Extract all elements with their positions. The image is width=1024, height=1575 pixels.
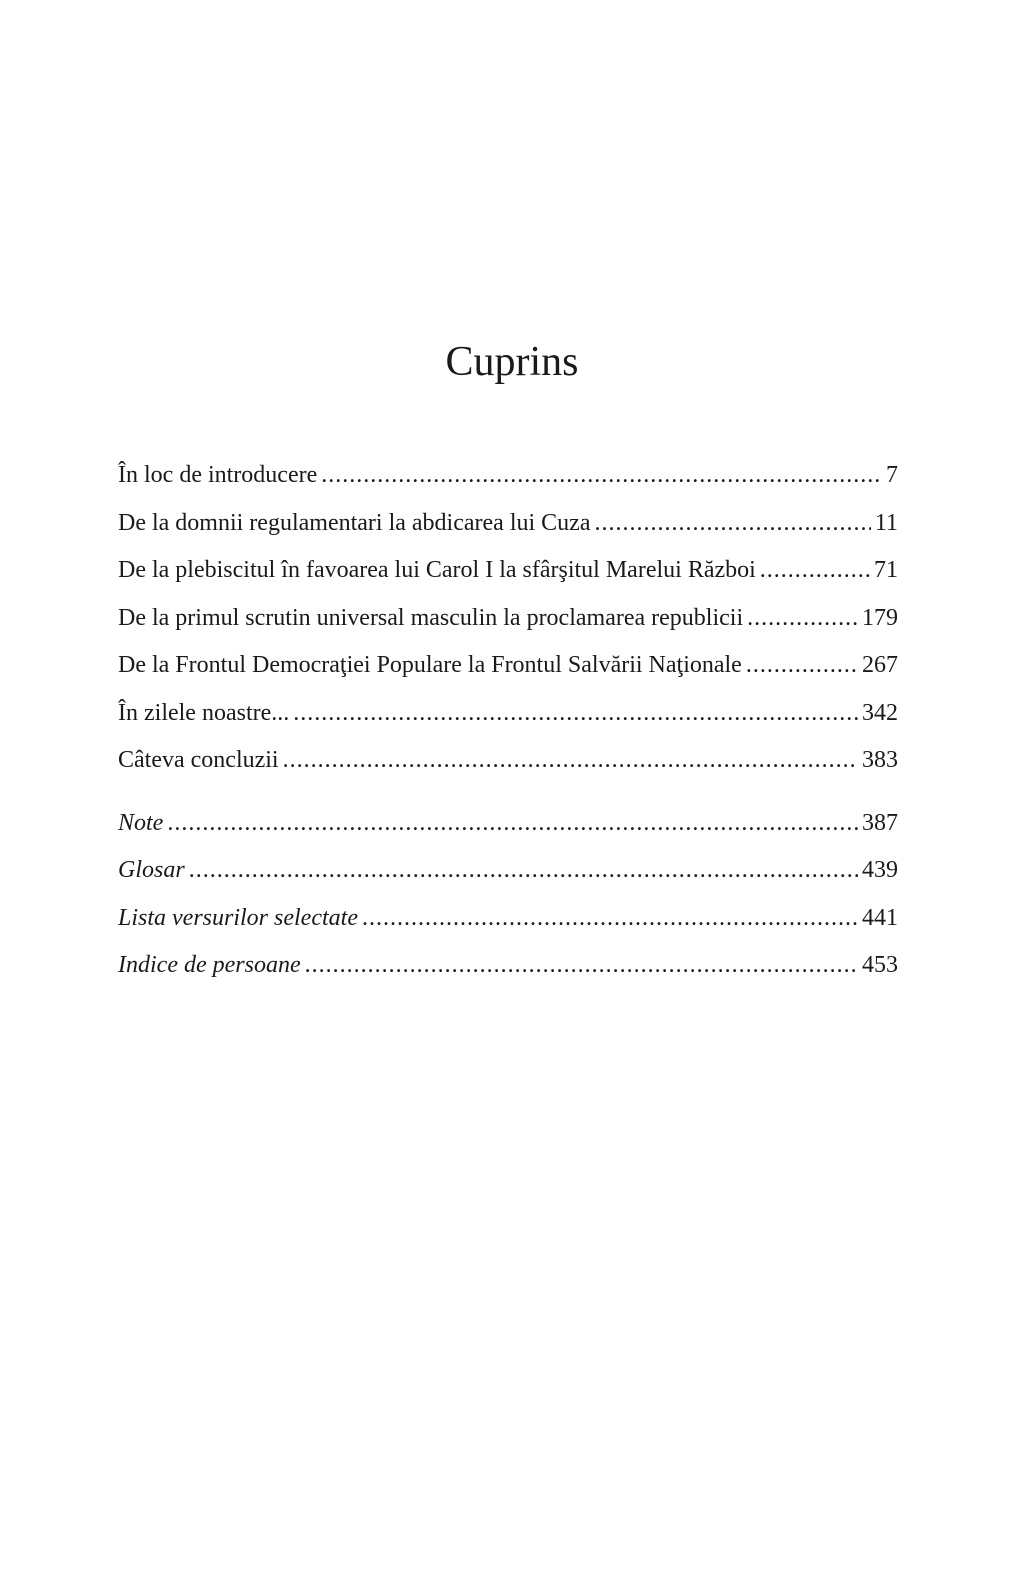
toc-entry-indice-persoane[interactable] <box>118 942 898 990</box>
toc-entry-page: 11 <box>874 509 898 536</box>
toc-entry-title: De la plebiscitul în favoarea lui Carol I la sfârşitul Marelui Război <box>118 557 756 583</box>
toc-entry-zilele-noastre[interactable] <box>118 690 898 738</box>
table-of-contents <box>118 452 898 990</box>
toc-entry-page: 179 <box>862 604 898 631</box>
toc-entry-title: De la primul scrutin universal masculin la proclamarea republicii <box>118 604 744 631</box>
toc-entry-lista-versurilor[interactable] <box>118 895 898 943</box>
toc-entry-frontul-democratiei[interactable] <box>118 642 898 690</box>
toc-entry-scrutin-universal[interactable] <box>118 595 898 643</box>
toc-entry-page: 387 <box>862 809 898 836</box>
toc-entry-title: Câteva concluzii <box>118 747 279 773</box>
toc-entry-introducere[interactable] <box>118 452 898 500</box>
dot-leader <box>321 452 882 500</box>
toc-entry-title: Note <box>118 809 164 836</box>
dot-leader <box>283 737 858 785</box>
toc-entry-title: În loc de introducere <box>118 462 318 488</box>
toc-entry-plebiscitul[interactable] <box>118 547 898 595</box>
dot-leader <box>594 500 870 548</box>
toc-entry-page: 441 <box>862 904 898 931</box>
toc-entry-glosar[interactable] <box>118 847 898 895</box>
toc-entry-page: 439 <box>862 857 898 883</box>
toc-entry-title: De la Frontul Democraţiei Populare la Frontul Salvării Naţionale <box>118 652 742 678</box>
dot-leader <box>293 690 858 738</box>
dot-leader <box>747 595 858 643</box>
toc-entry-title: Glosar <box>118 857 185 883</box>
dot-leader <box>362 895 858 943</box>
toc-entry-note[interactable] <box>118 800 898 848</box>
page-title: Cuprins <box>445 339 579 385</box>
toc-entry-page: 453 <box>862 952 898 978</box>
dot-leader <box>760 547 870 595</box>
toc-entry-concluzii[interactable] <box>118 737 898 785</box>
toc-entry-title: Indice de persoane <box>118 952 301 978</box>
dot-leader <box>189 847 858 895</box>
toc-entry-domnii-regulamentari[interactable] <box>118 500 898 548</box>
dot-leader <box>746 642 858 690</box>
toc-entry-page: 267 <box>862 652 898 678</box>
toc-entry-page: 383 <box>862 747 898 773</box>
toc-entry-title: În zilele noastre... <box>118 699 290 726</box>
toc-entry-title: Lista versurilor selectate <box>118 904 358 931</box>
toc-entry-page: 71 <box>874 557 898 583</box>
toc-entry-page: 342 <box>862 699 898 726</box>
dot-leader <box>305 942 858 990</box>
toc-entry-title: De la domnii regulamentari la abdicarea lui Cuza <box>118 509 591 536</box>
dot-leader <box>167 800 858 848</box>
toc-entry-page: 7 <box>886 462 898 488</box>
